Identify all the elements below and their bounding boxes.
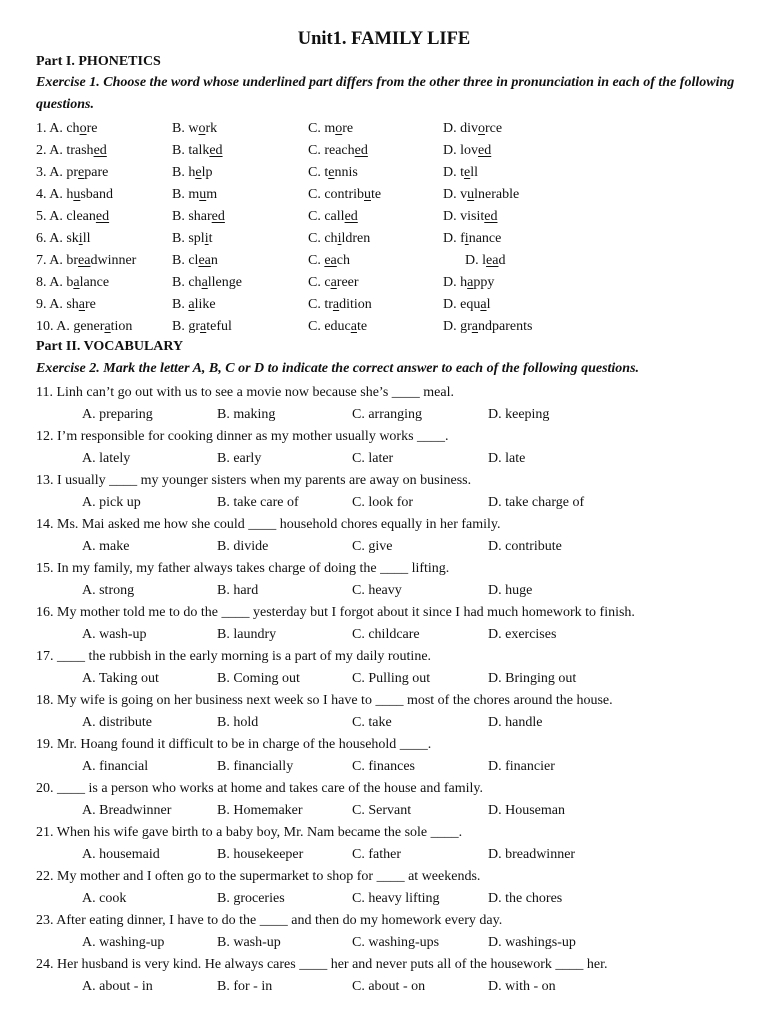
page-title: Unit1. FAMILY LIFE: [297, 29, 471, 49]
answer-options: [0, 844, 768, 866]
question-text: 24. Her husband is very kind. He always cares ____ her and never puts all of the housework ____ her.: [36, 957, 608, 972]
phonetics-option: [308, 162, 358, 184]
underlined-part: a: [471, 319, 479, 334]
option-letter: C.: [308, 297, 321, 312]
word-part: m: [206, 187, 218, 202]
part2-heading: Part II. VOCABULARY: [36, 339, 184, 354]
question-text: 14. Ms. Mai asked me how she could ____ household chores equally in her family.: [36, 517, 501, 532]
word-part: ndparents: [478, 319, 533, 334]
answer-options: [0, 492, 768, 514]
answer-options: [0, 404, 768, 426]
answer-option: D. breadwinner: [488, 847, 576, 862]
word-part: call: [324, 209, 345, 224]
word-part: teful: [206, 319, 232, 334]
part1-instruction: Exercise 1. Choose the word whose underlined part differs from the other three in pronunciation in each of the following questions.: [36, 75, 735, 112]
answer-option: D. contribute: [488, 539, 562, 554]
option-letter: D.: [465, 253, 479, 268]
underlined-part: a: [332, 297, 340, 312]
underlined-part: a: [350, 319, 357, 334]
underlined-part: ed: [95, 209, 110, 224]
word-part: dwinner: [90, 253, 137, 268]
phonetics-option: [308, 140, 368, 162]
answer-option: D. Bringing out: [488, 671, 577, 686]
phonetics-option: [443, 118, 502, 140]
answer-option: C. childcare: [352, 627, 420, 642]
underlined-part: ed: [484, 209, 498, 224]
option-letter: C.: [308, 121, 321, 136]
question-text: 19. Mr. Hoang found it difficult to be in charge of the household ____.: [36, 737, 432, 752]
phonetics-option: [36, 118, 97, 140]
underlined-part: a: [104, 319, 111, 334]
underlined-part: u: [199, 187, 207, 202]
answer-option: A. distribute: [82, 715, 152, 730]
option-letter: C.: [308, 187, 321, 202]
question-text: 21. When his wife gave birth to a baby boy, Mr. Nam became the sole ____.: [36, 825, 463, 840]
phonetics-option: [36, 250, 136, 272]
answer-option: A. about - in: [82, 979, 153, 994]
answer-option: B. early: [217, 451, 262, 466]
phonetics-option: [172, 294, 216, 316]
underlined-part: ea: [198, 253, 211, 268]
phonetics-option: [36, 228, 90, 250]
answer-options: [0, 932, 768, 954]
answer-option: B. housekeeper: [217, 847, 304, 862]
answer-options: [0, 976, 768, 998]
option-letter: B.: [172, 319, 185, 334]
phonetics-option: [36, 206, 109, 228]
underlined-part: ed: [93, 143, 107, 158]
phonetics-option: [172, 228, 212, 250]
word-part: br: [66, 253, 79, 268]
word-part: spl: [188, 231, 205, 246]
option-letter: B.: [172, 165, 185, 180]
option-letter: D.: [443, 275, 457, 290]
phonetics-option: [443, 184, 519, 206]
phonetics-question: [36, 206, 736, 228]
answer-option: C. heavy: [352, 583, 402, 598]
question-text: 22. My mother and I often go to the supermarket to shop for ____ at weekends.: [36, 869, 481, 884]
option-letter: D.: [443, 231, 457, 246]
option-letter: D.: [443, 187, 457, 202]
answer-option: D. keeping: [488, 407, 550, 422]
answer-option: D. financier: [488, 759, 555, 774]
option-letter: B.: [172, 209, 185, 224]
answer-option: B. Coming out: [217, 671, 300, 686]
underlined-part: ed: [344, 209, 358, 224]
question-text: 15. In my family, my father always takes charge of doing the ____ lifting.: [36, 561, 450, 576]
phonetics-option: [443, 228, 501, 250]
option-letter: B.: [172, 297, 185, 312]
question-number: 4. A.: [36, 187, 63, 202]
answer-options: [0, 624, 768, 646]
question-number: 3. A.: [36, 165, 63, 180]
underlined-part: a: [200, 319, 207, 334]
phonetics-option: [443, 162, 478, 184]
answer-option: C. Servant: [352, 803, 412, 818]
phonetics-option: [308, 294, 372, 316]
phonetics-option: [308, 184, 381, 206]
answer-option: D. washings-up: [488, 935, 576, 950]
answer-option: C. take: [352, 715, 392, 730]
underlined-part: e: [195, 165, 202, 180]
word-part: shar: [188, 209, 212, 224]
underlined-part: a: [188, 297, 195, 312]
answer-option: A. lately: [82, 451, 131, 466]
phonetics-option: [308, 206, 358, 228]
word-part: nance: [468, 231, 502, 246]
phonetics-option: [443, 316, 532, 338]
answer-option: B. making: [217, 407, 276, 422]
underlined-part: a: [330, 275, 337, 290]
word-part: nnis: [334, 165, 358, 180]
answer-option: C. give: [352, 539, 393, 554]
answer-options: [0, 448, 768, 470]
option-letter: B.: [172, 187, 185, 202]
word-part: clean: [66, 209, 96, 224]
answer-option: A. cook: [82, 891, 127, 906]
phonetics-option: [308, 118, 353, 140]
word-part: tr: [324, 297, 333, 312]
word-part: m: [188, 187, 200, 202]
phonetics-option: [308, 272, 359, 294]
option-letter: B.: [172, 121, 185, 136]
underlined-part: ed: [354, 143, 368, 158]
phonetics-question: [36, 140, 736, 162]
answer-option: C. look for: [352, 495, 414, 510]
question-text: 16. My mother told me to do the ____ yesterday but I forgot about it since I had much homework to finish.: [36, 605, 635, 620]
word-part: dition: [339, 297, 372, 312]
option-letter: C.: [308, 165, 321, 180]
word-part: t: [460, 165, 465, 180]
question-text: 11. Linh can’t go out with us to see a movie now because she’s ____ meal.: [36, 385, 454, 400]
phonetics-option: [36, 316, 132, 338]
underlined-part: ed: [209, 143, 223, 158]
option-letter: C.: [308, 231, 321, 246]
question-number: 9. A.: [36, 297, 63, 312]
answer-option: B. laundry: [217, 627, 277, 642]
word-part: gener: [73, 319, 105, 334]
word-part: visit: [460, 209, 485, 224]
underlined-part: u: [364, 187, 371, 202]
word-part: f: [460, 231, 465, 246]
underlined-part: o: [335, 121, 343, 136]
phonetics-option: [308, 316, 367, 338]
underlined-part: ea: [324, 253, 337, 268]
word-part: t: [324, 165, 329, 180]
answer-options: [0, 712, 768, 734]
word-part: trash: [66, 143, 94, 158]
word-part: rk: [205, 121, 218, 136]
answer-option: D. the chores: [488, 891, 563, 906]
underlined-part: u: [467, 187, 475, 202]
answer-option: D. with - on: [488, 979, 556, 994]
answer-option: D. exercises: [488, 627, 557, 642]
option-letter: B.: [172, 231, 185, 246]
option-letter: B.: [172, 253, 185, 268]
option-letter: C.: [308, 319, 321, 334]
word-part: h: [188, 165, 196, 180]
word-part: ch: [66, 121, 80, 136]
answer-option: A. make: [82, 539, 130, 554]
word-part: re: [342, 121, 354, 136]
phonetics-option: [172, 140, 223, 162]
underlined-part: o: [478, 121, 486, 136]
phonetics-option: [172, 272, 242, 294]
phonetics-option: [172, 250, 218, 272]
phonetics-option: [465, 250, 505, 272]
answer-options: [0, 536, 768, 558]
phonetics-option: [308, 228, 370, 250]
word-part: ll: [82, 231, 91, 246]
underlined-part: i: [337, 231, 342, 246]
question-number: 5. A.: [36, 209, 63, 224]
word-part: like: [194, 297, 216, 312]
option-letter: D.: [443, 165, 457, 180]
answer-option: B. hard: [217, 583, 259, 598]
word-part: w: [188, 121, 199, 136]
question-number: 7. A.: [36, 253, 63, 268]
question-text: 23. After eating dinner, I have to do the ____ and then do my homework every day.: [36, 913, 503, 928]
word-part: gr: [460, 319, 472, 334]
phonetics-option: [36, 272, 109, 294]
word-part: re: [85, 297, 96, 312]
answer-option: A. preparing: [82, 407, 153, 422]
underlined-part: ed: [211, 209, 225, 224]
word-part: ll: [470, 165, 479, 180]
answer-option: A. Taking out: [82, 671, 159, 686]
question-number: 2. A.: [36, 143, 63, 158]
word-part: te: [371, 187, 382, 202]
phonetics-question: [36, 294, 736, 316]
word-part: sh: [66, 297, 79, 312]
phonetics-option: [172, 184, 217, 206]
underlined-part: i: [78, 231, 83, 246]
phonetics-question: [36, 118, 736, 140]
word-part: ch: [188, 275, 202, 290]
underlined-part: ed: [478, 143, 492, 158]
question-text: 17. ____ the rubbish in the early morning is a part of my daily routine.: [36, 649, 432, 664]
word-part: lnerable: [474, 187, 520, 202]
phonetics-option: [36, 162, 108, 184]
word-part: cl: [188, 253, 199, 268]
word-part: sband: [80, 187, 114, 202]
phonetics-option: [443, 206, 497, 228]
answer-option: C. washing-ups: [352, 935, 440, 950]
word-part: ppy: [473, 275, 495, 290]
part2-instruction: Exercise 2. Mark the letter A, B, C or D to indicate the correct answer to each of the following questions.: [36, 361, 640, 376]
phonetics-option: [172, 316, 232, 338]
word-part: t: [208, 231, 213, 246]
underlined-part: ea: [486, 253, 499, 268]
word-part: ch: [324, 231, 338, 246]
phonetics-option: [172, 118, 217, 140]
word-part: d: [498, 253, 506, 268]
word-part: pare: [84, 165, 109, 180]
answer-option: C. arranging: [352, 407, 422, 422]
phonetics-option: [36, 184, 113, 206]
answer-option: A. wash-up: [82, 627, 147, 642]
phonetics-question: [36, 250, 736, 272]
phonetics-question: [36, 162, 736, 184]
word-part: lov: [460, 143, 479, 158]
phonetics-option: [172, 162, 212, 184]
word-part: tion: [110, 319, 133, 334]
answer-option: A. housemaid: [82, 847, 160, 862]
word-part: ldren: [341, 231, 371, 246]
underlined-part: a: [467, 275, 474, 290]
question-number: 6. A.: [36, 231, 63, 246]
word-part: m: [324, 121, 336, 136]
underlined-part: e: [464, 165, 471, 180]
word-part: sk: [66, 231, 79, 246]
underlined-part: a: [480, 297, 487, 312]
question-number: 1. A.: [36, 121, 63, 136]
option-letter: C.: [308, 253, 321, 268]
underlined-part: a: [78, 297, 86, 312]
option-letter: D.: [443, 209, 457, 224]
answer-option: A. strong: [82, 583, 135, 598]
word-part: h: [460, 275, 468, 290]
phonetics-question: [36, 228, 736, 250]
answer-option: B. take care of: [217, 495, 299, 510]
option-letter: D.: [443, 319, 457, 334]
underlined-part: o: [79, 121, 87, 136]
question-text: 20. ____ is a person who works at home and takes care of the house and family.: [36, 781, 483, 796]
answer-option: C. finances: [352, 759, 415, 774]
underlined-part: u: [73, 187, 81, 202]
underlined-part: i: [204, 231, 209, 246]
answer-option: B. hold: [217, 715, 259, 730]
answer-option: A. Breadwinner: [82, 803, 172, 818]
option-letter: D.: [443, 143, 457, 158]
phonetics-option: [443, 140, 491, 162]
answer-option: C. Pulling out: [352, 671, 431, 686]
underlined-part: a: [73, 275, 80, 290]
underlined-part: a: [201, 275, 208, 290]
word-part: llenge: [207, 275, 242, 290]
option-letter: D.: [443, 121, 457, 136]
word-part: equ: [460, 297, 481, 312]
answer-option: B. Homemaker: [217, 803, 303, 818]
answer-option: B. wash-up: [217, 935, 281, 950]
underlined-part: ea: [78, 253, 91, 268]
answer-options: [0, 580, 768, 602]
word-part: c: [324, 275, 331, 290]
word-part: talk: [188, 143, 210, 158]
word-part: educ: [324, 319, 351, 334]
answer-option: B. for - in: [217, 979, 273, 994]
answer-options: [0, 800, 768, 822]
answer-options: [0, 756, 768, 778]
phonetics-option: [36, 294, 96, 316]
answer-option: B. groceries: [217, 891, 285, 906]
answer-option: A. financial: [82, 759, 149, 774]
answer-option: D. Houseman: [488, 803, 565, 818]
answer-options: [0, 888, 768, 910]
answer-option: C. about - on: [352, 979, 426, 994]
word-part: ch: [336, 253, 350, 268]
answer-option: D. huge: [488, 583, 533, 598]
word-part: h: [66, 187, 74, 202]
option-letter: C.: [308, 143, 321, 158]
word-part: b: [66, 275, 74, 290]
phonetics-question: [36, 184, 736, 206]
word-part: reach: [324, 143, 355, 158]
answer-option: B. divide: [217, 539, 269, 554]
phonetics-option: [172, 206, 225, 228]
answer-option: A. pick up: [82, 495, 141, 510]
question-number: 8. A.: [36, 275, 63, 290]
phonetics-question: [36, 316, 736, 338]
underlined-part: e: [78, 165, 85, 180]
phonetics-option: [443, 272, 494, 294]
word-part: div: [460, 121, 479, 136]
phonetics-question: [36, 272, 736, 294]
question-text: 13. I usually ____ my younger sisters when my parents are away on business.: [36, 473, 472, 488]
answer-options: [0, 668, 768, 690]
phonetics-option: [443, 294, 490, 316]
word-part: pr: [66, 165, 79, 180]
option-letter: B.: [172, 143, 185, 158]
question-number: 10. A.: [36, 319, 70, 334]
phonetics-option: [308, 250, 350, 272]
underlined-part: o: [198, 121, 206, 136]
word-part: lp: [201, 165, 213, 180]
word-part: l: [482, 253, 487, 268]
word-part: te: [357, 319, 368, 334]
option-letter: B.: [172, 275, 185, 290]
underlined-part: e: [328, 165, 335, 180]
word-part: v: [460, 187, 468, 202]
option-letter: C.: [308, 275, 321, 290]
answer-option: D. late: [488, 451, 526, 466]
word-part: rce: [485, 121, 503, 136]
option-letter: D.: [443, 297, 457, 312]
answer-option: B. financially: [217, 759, 294, 774]
word-part: contrib: [324, 187, 364, 202]
word-part: n: [210, 253, 218, 268]
answer-option: D. handle: [488, 715, 543, 730]
answer-option: C. heavy lifting: [352, 891, 440, 906]
word-part: re: [86, 121, 98, 136]
answer-option: C. father: [352, 847, 401, 862]
word-part: gr: [188, 319, 201, 334]
word-part: reer: [336, 275, 359, 290]
answer-option: A. washing-up: [82, 935, 165, 950]
question-text: 18. My wife is going on her business next week so I have to ____ most of the chores around the house.: [36, 693, 613, 708]
word-part: lance: [79, 275, 110, 290]
option-letter: C.: [308, 209, 321, 224]
part1-heading: Part I. PHONETICS: [36, 54, 161, 69]
answer-option: C. later: [352, 451, 394, 466]
underlined-part: i: [464, 231, 469, 246]
answer-option: D. take charge of: [488, 495, 585, 510]
phonetics-option: [36, 140, 107, 162]
question-text: 12. I’m responsible for cooking dinner as my mother usually works ____.: [36, 429, 449, 444]
word-part: l: [486, 297, 491, 312]
